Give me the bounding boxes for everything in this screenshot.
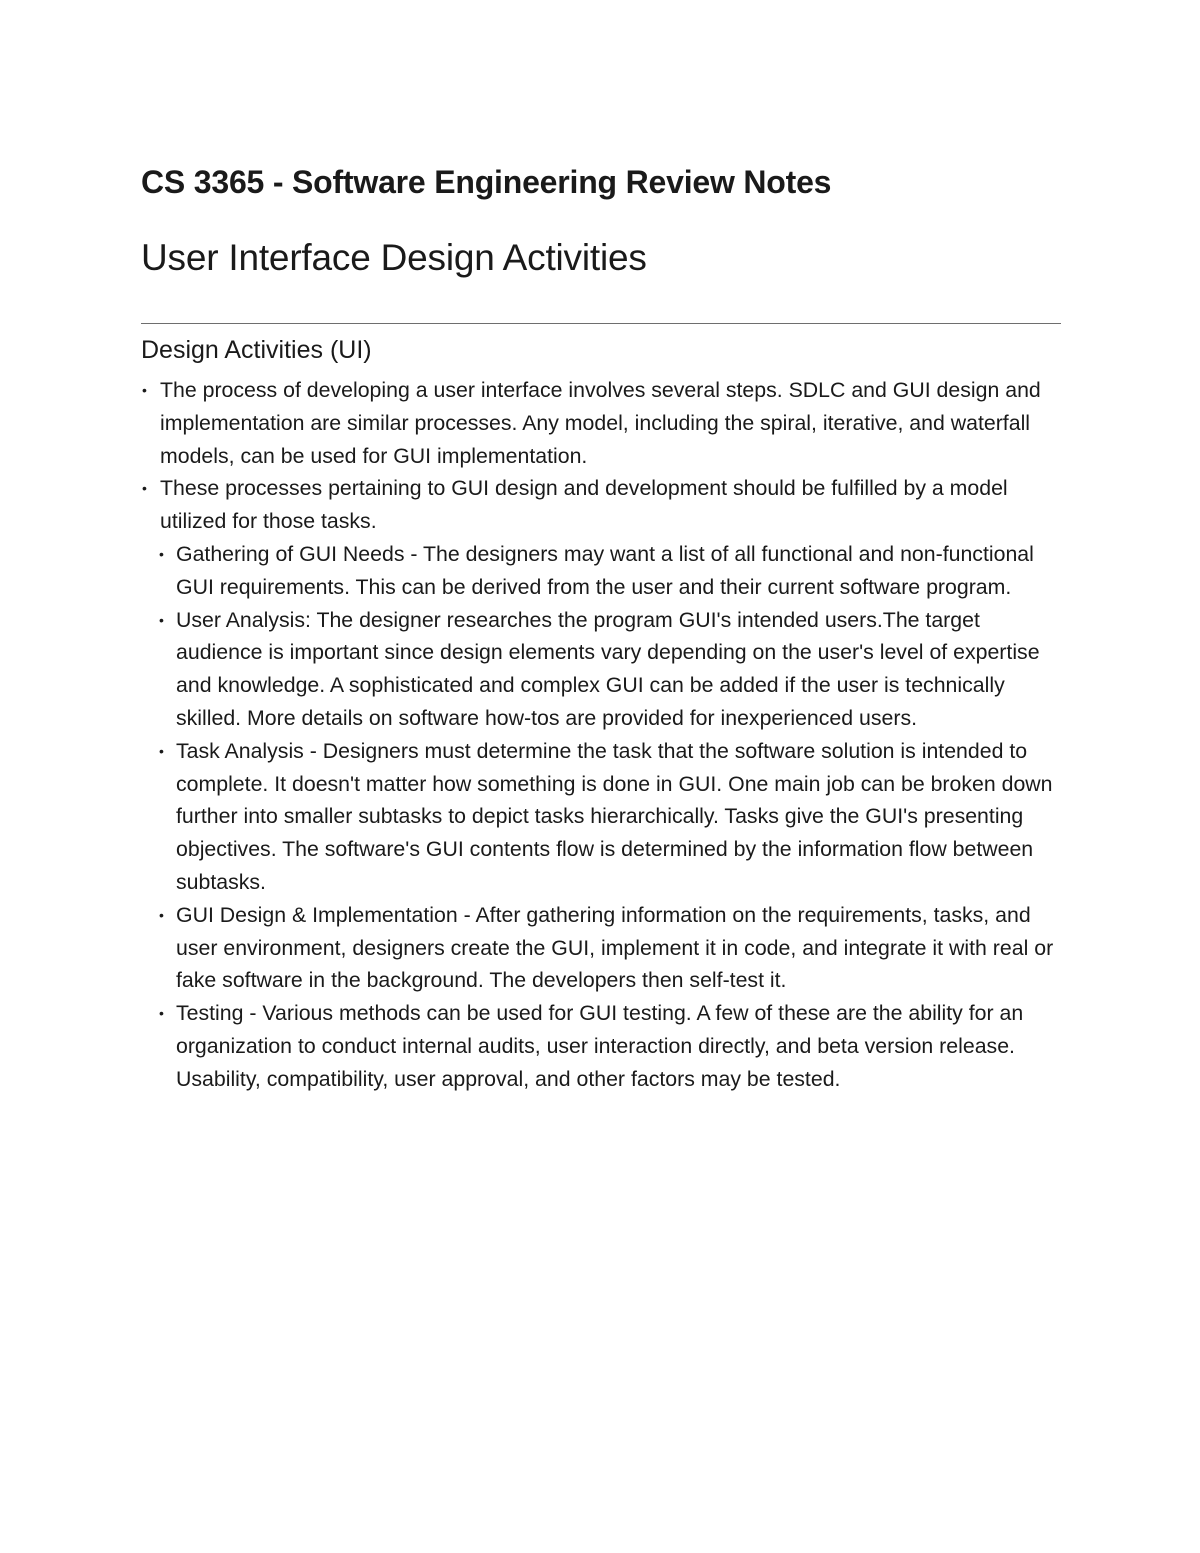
sub-list-item-text: Gathering of GUI Needs - The designers may want a list of all functional and non-functional GUI requirements. This can be derived from the user and their current software program. [176, 541, 1034, 599]
horizontal-divider [141, 323, 1061, 324]
bullet-icon: • [159, 906, 164, 923]
sub-list-item [157, 899, 1061, 997]
document-title: User Interface Design Activities [141, 237, 647, 278]
course-title: CS 3365 - Software Engineering Review Notes [141, 164, 832, 200]
sub-bullet-list [157, 538, 1061, 1096]
section-heading: Design Activities (UI) [141, 336, 372, 364]
bullet-list [141, 374, 1061, 538]
bullet-icon: • [159, 611, 164, 628]
sub-list-item-text: Task Analysis - Designers must determine the task that the software solution is intended to complete. It doesn't matter how something is done in GUI. One main job can be broken down further into smaller subtasks to depict tasks hierarchically. Tasks give the GUI's presenting objectives. The software's GUI contents flow is determined by the information flow between subtasks. [176, 738, 1053, 894]
list-item [141, 472, 1061, 538]
bullet-icon: • [159, 1005, 164, 1022]
list-item-text: The process of developing a user interface involves several steps. SDLC and GUI design and implementation are similar processes. Any model, including the spiral, iterative, and waterfall models, can be used for GUI implementation. [160, 378, 1041, 468]
sub-list-item-text: User Analysis: The designer researches the program GUI's intended users.The target audience is important since design elements vary depending on the user's level of expertise and knowledge. A sophisticated and complex GUI can be added if the user is technically skilled. More details on software how-tos are provided for inexperienced users. [176, 607, 1040, 730]
document-page [141, 160, 1061, 1096]
list-item [141, 374, 1061, 472]
sub-list-item [157, 735, 1061, 899]
bullet-icon: • [142, 382, 147, 398]
bullet-icon: • [159, 545, 164, 562]
list-item-text: These processes pertaining to GUI design and development should be fulfilled by a model utilized for those tasks. [160, 476, 1008, 534]
sub-list-item-text: Testing - Various methods can be used for GUI testing. A few of these are the ability for an organization to conduct internal audits, user interaction directly, and beta version release. Usability, compatibility, user approval, and other factors may be tested. [176, 1001, 1024, 1091]
sub-list-item-text: GUI Design & Implementation - After gathering information on the requirements, tasks, and user environment, designers create the GUI, implement it in code, and integrate it with real or fake software in the background. The developers then self-test it. [176, 902, 1054, 993]
bullet-icon: • [159, 742, 164, 759]
sub-list-item [157, 997, 1061, 1095]
sub-list-item [157, 538, 1061, 604]
bullet-icon: • [142, 480, 147, 497]
sub-list-item [157, 604, 1061, 735]
